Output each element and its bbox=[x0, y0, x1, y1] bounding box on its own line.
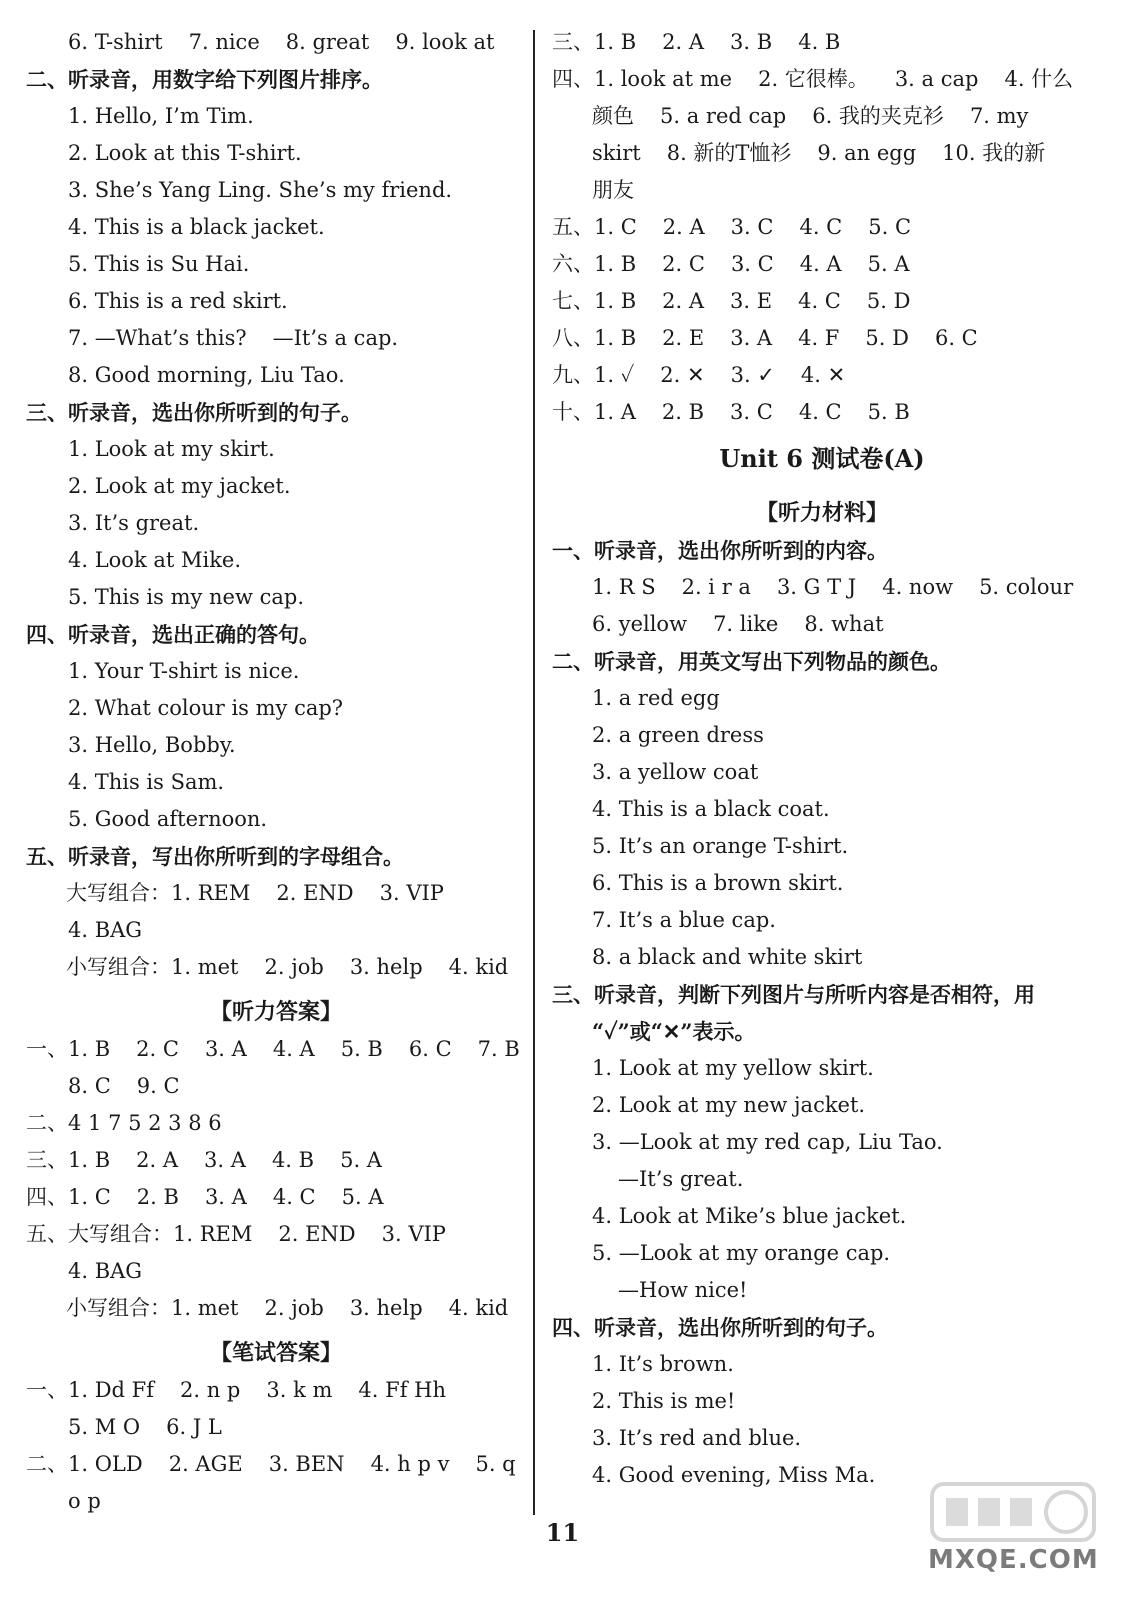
answer-item: 5. C bbox=[868, 215, 912, 239]
answer-item: 九、1. ✓ bbox=[552, 363, 635, 387]
answer-item: 9. look at bbox=[395, 30, 495, 54]
question-heading: 二、听录音，用数字给下列图片排序。 bbox=[26, 67, 383, 92]
answer-item: 7. like bbox=[713, 612, 779, 636]
answer-item: 4. B bbox=[798, 30, 841, 54]
answer-item: 4. B bbox=[271, 1148, 315, 1172]
answer-item: 3. A bbox=[204, 1148, 246, 1172]
answer-item: 3. C bbox=[730, 400, 773, 424]
answer-item: 5. —Look at my orange cap. bbox=[592, 1241, 891, 1265]
answer-item: 2. C bbox=[136, 1037, 179, 1061]
answer-item: 小写组合：1. met bbox=[66, 955, 239, 979]
answer-item: 3. C bbox=[730, 252, 774, 276]
answer-item: 3. ✓ bbox=[730, 363, 775, 387]
answer-line bbox=[26, 875, 526, 912]
answer-line bbox=[26, 283, 526, 320]
answer-item: 3. B bbox=[730, 30, 773, 54]
answer-item: —How nice! bbox=[618, 1278, 748, 1302]
answer-item: 6. T-shirt bbox=[68, 30, 163, 54]
answer-item: 4. Look at Mike. bbox=[68, 548, 242, 572]
answer-item: 5. B bbox=[340, 1037, 383, 1061]
answer-item: 4. This is Sam. bbox=[68, 770, 225, 794]
answer-item: 4. C bbox=[798, 289, 841, 313]
answer-item: 4. BAG bbox=[68, 1259, 143, 1283]
answer-line bbox=[26, 1068, 526, 1105]
answer-item: 2. AGE bbox=[168, 1452, 243, 1476]
answer-line bbox=[552, 1198, 1092, 1235]
answer-line bbox=[552, 1235, 1092, 1272]
answer-line bbox=[26, 764, 526, 801]
answer-item: 4. This is a black jacket. bbox=[68, 215, 325, 239]
answer-item: 2. job bbox=[264, 1296, 324, 1320]
answer-line bbox=[552, 939, 1092, 976]
answer-item: 3. —Look at my red cap, Liu Tao. bbox=[592, 1130, 943, 1154]
page-number: 11 bbox=[545, 1518, 580, 1547]
answer-item: 3. help bbox=[349, 1296, 423, 1320]
answer-item: 2. Look at my jacket. bbox=[68, 474, 291, 498]
watermark-text: MXQE.COM bbox=[928, 1545, 1099, 1575]
answer-line bbox=[552, 209, 1092, 246]
answer-item: 8. 新的T恤衫 bbox=[666, 141, 792, 165]
answer-item: 1. a red egg bbox=[592, 686, 720, 710]
answer-item: 2. a green dress bbox=[592, 723, 764, 747]
answer-item: 七、1. B bbox=[552, 289, 637, 313]
answer-item: 2. job bbox=[264, 955, 324, 979]
answer-line bbox=[26, 1446, 526, 1483]
answer-line bbox=[26, 1216, 526, 1253]
question-heading: 二、听录音，用英文写出下列物品的颜色。 bbox=[552, 649, 951, 674]
answer-line bbox=[26, 579, 526, 616]
answer-item: 2. A bbox=[136, 1148, 179, 1172]
answer-line bbox=[26, 24, 526, 61]
answer-line bbox=[552, 1272, 1092, 1309]
answer-line bbox=[552, 1050, 1092, 1087]
answer-item: 5. colour bbox=[979, 575, 1074, 599]
answer-item: 4. F bbox=[798, 326, 840, 350]
answer-item: 7. —What’s this? bbox=[68, 326, 247, 350]
answer-item: 1. It’s brown. bbox=[592, 1352, 734, 1376]
question-heading: 一、听录音，选出你所听到的内容。 bbox=[552, 538, 888, 563]
answer-line bbox=[26, 1105, 526, 1142]
answer-item: 3. a cap bbox=[894, 67, 979, 91]
answer-line bbox=[26, 1372, 526, 1409]
question-heading: “✓”或“✕”表示。 bbox=[592, 1019, 756, 1044]
answer-line bbox=[552, 1346, 1092, 1383]
answer-line bbox=[552, 680, 1092, 717]
answer-item: 3. help bbox=[349, 955, 423, 979]
answer-line bbox=[552, 135, 1092, 172]
answer-item: 6. C bbox=[934, 326, 978, 350]
answer-item: o p bbox=[68, 1489, 101, 1513]
answer-item: 五、大写组合：1. REM bbox=[26, 1222, 253, 1246]
answer-item: 8. great bbox=[285, 30, 370, 54]
answer-item: 7. nice bbox=[188, 30, 260, 54]
answer-item: 6. This is a brown skirt. bbox=[592, 871, 844, 895]
answer-line bbox=[552, 569, 1092, 606]
answer-item: 3. E bbox=[730, 289, 773, 313]
answer-item: 2. ✕ bbox=[660, 363, 705, 387]
answer-item: 3. A bbox=[730, 326, 773, 350]
answer-line bbox=[26, 912, 526, 949]
answer-item: 3. A bbox=[204, 1185, 247, 1209]
answer-line bbox=[552, 24, 1092, 61]
answer-item: 5. D bbox=[866, 289, 911, 313]
answer-item: 颜色 bbox=[592, 104, 634, 128]
answer-line bbox=[26, 98, 526, 135]
answer-item: 4. C bbox=[798, 400, 842, 424]
answer-item: 5. a red cap bbox=[660, 104, 787, 128]
answer-line bbox=[26, 135, 526, 172]
answer-line bbox=[26, 949, 526, 986]
answer-item: 8. what bbox=[804, 612, 884, 636]
answer-item: 2. A bbox=[662, 215, 705, 239]
question-heading: 五、听录音，写出你所听到的字母组合。 bbox=[26, 844, 404, 869]
answer-item: 4. Look at Mike’s blue jacket. bbox=[592, 1204, 907, 1228]
answer-item: 5. A bbox=[867, 252, 910, 276]
answer-item: 三、1. B bbox=[552, 30, 637, 54]
answer-item: 2. This is me! bbox=[592, 1389, 736, 1413]
question-heading: 四、听录音，选出正确的答句。 bbox=[26, 622, 320, 647]
answer-line bbox=[26, 172, 526, 209]
answer-item: 5. Good afternoon. bbox=[68, 807, 268, 831]
answer-item: 4. C bbox=[799, 215, 843, 239]
answer-item: 4. Good evening, Miss Ma. bbox=[592, 1463, 876, 1487]
answer-item: 1. Your T-shirt is nice. bbox=[68, 659, 300, 683]
answer-item: 2. B bbox=[661, 400, 705, 424]
answer-item: 3. It’s great. bbox=[68, 511, 200, 535]
answer-line bbox=[552, 606, 1092, 643]
answer-line bbox=[552, 1087, 1092, 1124]
answer-line bbox=[26, 1142, 526, 1179]
answer-line bbox=[552, 394, 1092, 431]
column-divider bbox=[533, 30, 535, 1515]
answer-line bbox=[552, 61, 1092, 98]
answer-item: —It’s a cap. bbox=[272, 326, 399, 350]
answer-item: 2. END bbox=[276, 881, 354, 905]
answer-item: 3. k m bbox=[266, 1378, 333, 1402]
answer-line bbox=[552, 791, 1092, 828]
answer-item: 大写组合：1. REM bbox=[66, 881, 251, 905]
unit-title: Unit 6 测试卷(A) bbox=[719, 444, 925, 473]
answer-item: 4. h p v bbox=[370, 1452, 450, 1476]
answer-line bbox=[552, 172, 1092, 209]
answer-line bbox=[26, 246, 526, 283]
answer-line bbox=[26, 1253, 526, 1290]
answer-item: 2. A bbox=[662, 30, 705, 54]
answer-line bbox=[552, 357, 1092, 394]
answer-line bbox=[26, 653, 526, 690]
answer-item: 5. It’s an orange T-shirt. bbox=[592, 834, 849, 858]
answer-item: 1. Hello, I’m Tim. bbox=[68, 104, 254, 128]
answer-item: 2. Look at my new jacket. bbox=[592, 1093, 866, 1117]
answer-item: 7. my bbox=[969, 104, 1029, 128]
answer-item: 2. What colour is my cap? bbox=[68, 696, 344, 720]
answer-item: 3. BEN bbox=[268, 1452, 345, 1476]
answer-item: 7. It’s a blue cap. bbox=[592, 908, 776, 932]
answer-line bbox=[552, 902, 1092, 939]
answer-item: 3. It’s red and blue. bbox=[592, 1426, 802, 1450]
answer-item: 八、1. B bbox=[552, 326, 637, 350]
answer-line bbox=[552, 1420, 1092, 1457]
answer-item: 2. C bbox=[662, 252, 705, 276]
answer-line bbox=[26, 727, 526, 764]
answer-item: 4. now bbox=[882, 575, 954, 599]
right-column bbox=[552, 24, 1092, 1494]
answer-line bbox=[26, 1179, 526, 1216]
answer-item: 5. This is my new cap. bbox=[68, 585, 305, 609]
answer-line bbox=[26, 431, 526, 468]
answer-item: 2. n p bbox=[180, 1378, 241, 1402]
answer-line bbox=[552, 754, 1092, 791]
question-heading: 三、听录音，选出你所听到的句子。 bbox=[26, 400, 362, 425]
question-heading: 四、听录音，选出你所听到的句子。 bbox=[552, 1315, 888, 1340]
answer-line bbox=[26, 468, 526, 505]
answer-line bbox=[26, 690, 526, 727]
answer-item: 2. B bbox=[136, 1185, 179, 1209]
answer-item: 朋友 bbox=[592, 178, 634, 202]
answer-item: 6. This is a red skirt. bbox=[68, 289, 288, 313]
answer-line bbox=[26, 209, 526, 246]
answer-line bbox=[552, 717, 1092, 754]
answer-line bbox=[552, 1124, 1092, 1161]
answer-line bbox=[26, 320, 526, 357]
answer-item: 2. i r a bbox=[681, 575, 751, 599]
answer-item: 四、1. C bbox=[26, 1185, 111, 1209]
answer-item: 5. A bbox=[340, 1148, 382, 1172]
answer-item: 三、1. B bbox=[26, 1148, 111, 1172]
answer-line bbox=[26, 357, 526, 394]
answer-line bbox=[26, 1409, 526, 1446]
answer-item: 4. BAG bbox=[68, 918, 143, 942]
answer-item: 4. kid bbox=[448, 1296, 509, 1320]
answer-item: 3. Hello, Bobby. bbox=[68, 733, 236, 757]
answer-line bbox=[552, 320, 1092, 357]
answer-item: 2. A bbox=[662, 289, 705, 313]
answer-line bbox=[26, 1483, 526, 1520]
answer-item: 四、1. look at me bbox=[552, 67, 733, 91]
answer-item: —It’s great. bbox=[618, 1167, 744, 1191]
answer-item: 6. J L bbox=[166, 1415, 222, 1439]
answer-item: 一、1. B bbox=[26, 1037, 111, 1061]
answer-item: 6. yellow bbox=[592, 612, 688, 636]
answer-item: 3. G T J bbox=[776, 575, 857, 599]
answer-item: 1. Look at my yellow skirt. bbox=[592, 1056, 874, 1080]
answer-item: 6. 我的夹克衫 bbox=[812, 104, 944, 128]
answer-item: 9. C bbox=[136, 1074, 180, 1098]
answer-line bbox=[552, 828, 1092, 865]
answer-item: 二、1. OLD bbox=[26, 1452, 143, 1476]
answer-line bbox=[26, 801, 526, 838]
answer-item: 五、1. C bbox=[552, 215, 637, 239]
answer-item: 8. Good morning, Liu Tao. bbox=[68, 363, 345, 387]
answer-item: 3. She’s Yang Ling. She’s my friend. bbox=[68, 178, 453, 202]
answer-item: 9. an egg bbox=[817, 141, 917, 165]
answer-item: 8. C bbox=[68, 1074, 111, 1098]
answer-item: 4. This is a black coat. bbox=[592, 797, 830, 821]
answer-item: 3. a yellow coat bbox=[592, 760, 759, 784]
answer-line bbox=[552, 98, 1092, 135]
answer-item: 六、1. B bbox=[552, 252, 637, 276]
section-title: 【笔试答案】 bbox=[209, 1340, 342, 1366]
answer-item: 8. a black and white skirt bbox=[592, 945, 863, 969]
answer-item: 6. C bbox=[408, 1037, 452, 1061]
answer-item: 1. Look at my skirt. bbox=[68, 437, 275, 461]
left-column bbox=[26, 24, 526, 1520]
answer-item: 十、1. A bbox=[552, 400, 636, 424]
answer-item: 4. Ff Hh bbox=[358, 1378, 446, 1402]
answer-line bbox=[552, 246, 1092, 283]
answer-line bbox=[26, 1290, 526, 1327]
answer-item: 5. B bbox=[867, 400, 910, 424]
answer-item: 3. A bbox=[204, 1037, 247, 1061]
answer-line bbox=[26, 1031, 526, 1068]
answer-item: 2. 它很棒。 bbox=[758, 67, 869, 91]
answer-line bbox=[552, 1161, 1092, 1198]
answer-item: 10. 我的新 bbox=[942, 141, 1046, 165]
answer-item: 4. kid bbox=[448, 955, 509, 979]
answer-line bbox=[26, 505, 526, 542]
section-title: 【听力材料】 bbox=[755, 500, 888, 526]
answer-item: 5. M O bbox=[68, 1415, 141, 1439]
answer-item: 2. E bbox=[662, 326, 705, 350]
question-heading: 三、听录音，判断下列图片与所听内容是否相符，用 bbox=[552, 982, 1035, 1007]
answer-item: 3. VIP bbox=[381, 1222, 446, 1246]
answer-item: 7. B bbox=[477, 1037, 520, 1061]
answer-item: 4. ✕ bbox=[800, 363, 846, 387]
answer-item: 3. C bbox=[730, 215, 774, 239]
answer-line bbox=[552, 283, 1092, 320]
answer-item: 5. A bbox=[341, 1185, 384, 1209]
answer-item: 4. A bbox=[799, 252, 842, 276]
answer-line bbox=[552, 865, 1092, 902]
answer-item: 2. END bbox=[278, 1222, 356, 1246]
answer-item: 5. q bbox=[475, 1452, 516, 1476]
answer-item: 2. Look at this T-shirt. bbox=[68, 141, 302, 165]
answer-item: 4. 什么 bbox=[1004, 67, 1074, 91]
answer-item: 3. VIP bbox=[379, 881, 444, 905]
answer-item: 5. D bbox=[865, 326, 909, 350]
answer-item: 4. A bbox=[272, 1037, 315, 1061]
answer-item: 二、4 1 7 5 2 3 8 6 bbox=[26, 1111, 222, 1135]
answer-item: 1. R S bbox=[592, 575, 656, 599]
answer-line bbox=[26, 542, 526, 579]
section-title: 【听力答案】 bbox=[209, 999, 342, 1025]
answer-item: 一、1. Dd Ff bbox=[26, 1378, 155, 1402]
answer-item: 5. This is Su Hai. bbox=[68, 252, 250, 276]
answer-line bbox=[552, 1383, 1092, 1420]
answer-item: skirt bbox=[592, 141, 641, 165]
answer-item: 小写组合：1. met bbox=[66, 1296, 239, 1320]
answer-item: 4. C bbox=[272, 1185, 316, 1209]
